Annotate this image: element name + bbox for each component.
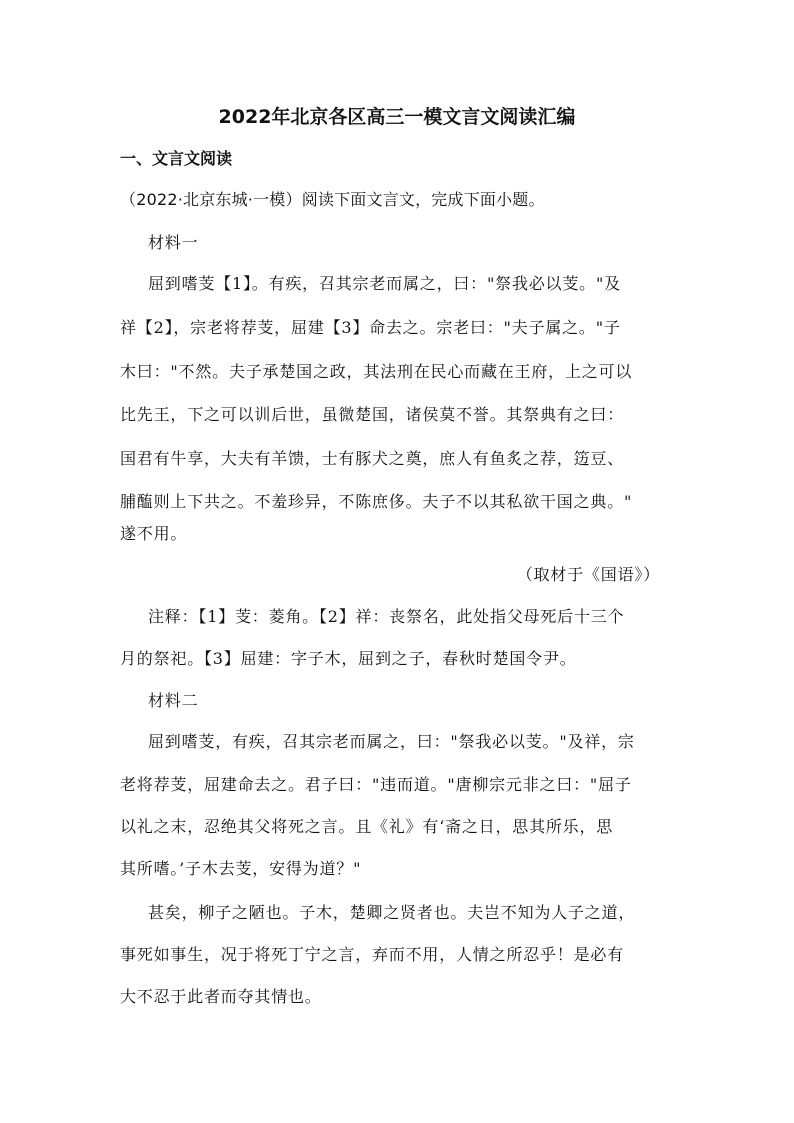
material-two-label: 材料二: [148, 691, 199, 710]
material-two-line: 以礼之末，忍绝其父将死之言。且《礼》有‘斋之日，思其所乐，思: [120, 817, 614, 836]
material-one-line: 国君有牛享，大夫有羊馈，士有豚犬之奠，庶人有鱼炙之荐，笾豆、: [120, 449, 625, 468]
material-one-line: 祥【2】，宗老将荐芰，屈建【3】命去之。宗老曰："夫子属之。"子: [120, 318, 621, 337]
material-two-paragraph-line: 甚矣，柳子之陋也。子木，楚卿之贤者也。夫岂不知为人子之道，: [148, 903, 636, 922]
material-one-line: 遂不用。: [120, 524, 188, 543]
intro-text: （2022·北京东城·一模）阅读下面文言文，完成下面小题。: [120, 190, 545, 209]
material-two-line: 老将荐芰，屈建命去之。君子曰："违而道。"唐柳宗元非之曰："屈子: [120, 775, 632, 794]
material-two-line: 其所嗜。’子木去芰，安得为道？": [120, 859, 362, 878]
material-one-line: 木曰："不然。夫子承楚国之政，其法刑在民心而藏在王府，上之可以: [120, 362, 633, 381]
material-one-source: （取材于《国语》）: [516, 565, 660, 584]
section-heading: 一、文言文阅读: [120, 149, 233, 168]
page-title: 2022年北京各区高三一模文言文阅读汇编: [218, 106, 576, 128]
material-one-line: 比先王，下之可以训后世，虽微楚国，诸侯莫不誉。其祭典有之曰：: [120, 405, 625, 424]
notes-line: 注释：【1】芰：菱角。【2】祥：丧祭名，此处指父母死后十三个: [148, 607, 625, 626]
material-one-line: 屈到嗜芰【1】。有疾，召其宗老而属之，曰："祭我必以芰。"及: [148, 274, 621, 293]
notes-line: 月的祭祀。【3】屈建：字子木，屈到之子，春秋时楚国令尹。: [120, 649, 577, 668]
material-two-paragraph-line: 大不忍于此者而夺其情也。: [120, 987, 322, 1006]
material-one-label: 材料一: [148, 233, 199, 252]
material-two-paragraph-line: 事死如事生，况于将死丁宁之言，弃而不用，人情之所忍乎！是必有: [120, 945, 625, 964]
material-one-line: 脯醢则上下共之。不羞珍异，不陈庶侈。夫子不以其私欲干国之典。": [120, 492, 633, 511]
material-two-line: 屈到嗜芰，有疾，召其宗老而属之，曰："祭我必以芰。"及祥，宗: [148, 732, 635, 751]
